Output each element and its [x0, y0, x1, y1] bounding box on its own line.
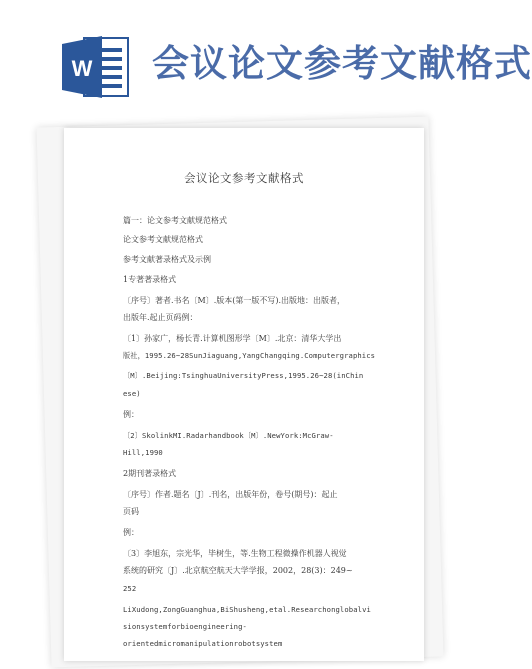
text-line: Hill,1990: [123, 448, 163, 457]
text-line: 〔3〕李旭东，宗光华，毕树生，等.生物工程微操作机器人视觉: [123, 549, 347, 558]
text-line: 〔M〕.Beijing:TsinghuaUniversityPress,1995.26~28(inChin: [123, 371, 364, 380]
text-line: 例：: [123, 410, 139, 419]
text-line: LiXudong,ZongGuanghua,BiShusheng,etal.Researchonglobalvi: [123, 605, 371, 614]
text-line: 参考文献著录格式及示例: [123, 255, 211, 264]
document-page: [64, 128, 424, 661]
word-logo-icon: [62, 34, 130, 100]
text-line: 252: [123, 584, 137, 593]
text-line: 2期刊著录格式: [123, 469, 177, 478]
text-line: 〔1〕孙家广，杨长青.计算机图形学〔M〕.北京：清华大学出: [123, 334, 342, 343]
text-line: 例：: [123, 528, 139, 537]
text-line: ese): [123, 389, 141, 398]
text-line: 〔序号〕著者.书名〔M〕.版本(第一版不写).出版地：出版者，: [123, 296, 346, 305]
text-line: 论文参考文献规范格式: [123, 235, 203, 244]
header-banner: [0, 0, 532, 105]
text-line: 版社，1995.26~28SunJiaguang,YangChangqing.Computergraphics: [123, 351, 376, 360]
banner-title: 会议论文参考文献格式: [152, 42, 532, 85]
text-line: 1专著著录格式: [123, 275, 177, 284]
text-line: sionsystemforbioengineering-: [123, 622, 247, 631]
text-line: 页码: [123, 507, 139, 516]
text-line: 系统的研究〔J〕.北京航空航天大学学报，2002，28(3)：249~: [123, 566, 353, 575]
text-line: 篇一：论文参考文献规范格式: [123, 216, 227, 225]
text-line: orientedmicromanipulationrobotsystem: [123, 639, 283, 648]
text-line: 〔序号〕作者.题名〔J〕.刊名，出版年份，卷号(期号)：起止: [123, 490, 338, 499]
logo-letter: W: [71, 56, 93, 81]
text-line: 出版年.起止页码例：: [123, 313, 198, 322]
document-title: 会议论文参考文献格式: [184, 171, 304, 185]
text-line: 〔2〕SkolinkMI.Radarhandbook〔M〕.NewYork:McGraw-: [123, 431, 334, 440]
